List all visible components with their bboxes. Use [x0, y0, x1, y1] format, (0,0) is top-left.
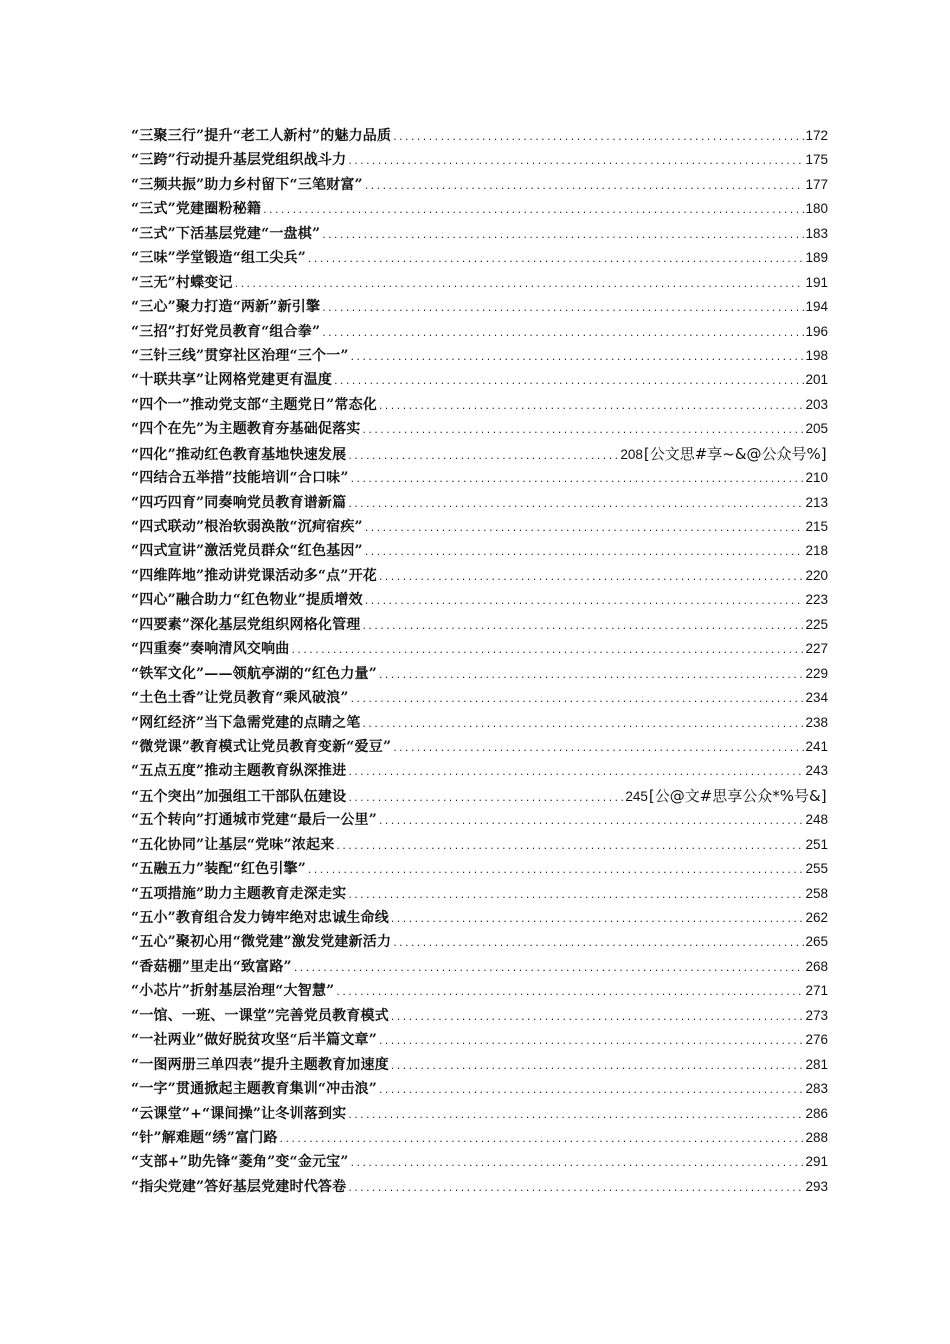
toc-entry-page-number: 281: [805, 1056, 828, 1072]
toc-entry-page-number: 180: [805, 201, 828, 217]
toc-entry-title: “三频共振”助力乡村留下“三笔财富”: [131, 176, 363, 193]
toc-leader-dots: [350, 1152, 805, 1176]
toc-entry[interactable]: [131, 955, 828, 979]
toc-leader-dots: [234, 273, 805, 297]
toc-entry-title: “四结合五举措”技能培训“合口味”: [131, 470, 349, 487]
toc-entry-page-number: 220: [805, 567, 828, 583]
toc-entry-page-number: 177: [805, 176, 828, 192]
toc-entry-title: “一馆、一班、一课堂”完善党员教育模式: [131, 1007, 389, 1024]
toc-entry-page-number: 175: [805, 152, 828, 168]
toc-entry-page-number: 227: [805, 641, 828, 657]
toc-leader-dots: [390, 1055, 805, 1079]
toc-entry[interactable]: [131, 882, 828, 906]
toc-entry[interactable]: [131, 466, 828, 490]
toc-leader-dots: [347, 493, 804, 517]
toc-entry[interactable]: [131, 1102, 828, 1126]
toc-entry-page-number: 271: [805, 983, 828, 999]
toc-entry-title: “五化协同”让基层“党味”浓起来: [131, 836, 335, 853]
toc-entry-title: “三心”聚力打造“两新”新引擎: [131, 299, 321, 316]
toc-entry-page-number: 258: [805, 885, 828, 901]
toc-entry-page-number: 210: [805, 470, 828, 486]
toc-leader-dots: [378, 810, 804, 834]
toc-entry-page-number: 241: [805, 738, 828, 754]
toc-entry-page-number: 172: [805, 128, 828, 143]
toc-leader-dots: [364, 175, 805, 199]
toc-entry-title: “小芯片”折射基层治理“大智慧”: [131, 983, 335, 1000]
toc-entry-title: “四重奏”奏响清风交响曲: [131, 641, 290, 658]
toc-entry-page-number: 215: [805, 519, 828, 534]
toc-entry[interactable]: [131, 1126, 828, 1150]
toc-entry[interactable]: [131, 784, 828, 808]
toc-entry[interactable]: [131, 344, 828, 368]
watermark-text: [公文思#享~&@公众号%]: [643, 444, 827, 463]
toc-leader-dots: [307, 248, 804, 272]
toc-leader-dots: [378, 566, 804, 590]
toc-entry-title: “云课堂”+“课间操”让冬训落到实: [131, 1105, 347, 1122]
toc-entry-title: “四巧四育”同奏响党员教育谱新篇: [131, 494, 347, 511]
toc-entry-page-number: 283: [805, 1081, 828, 1097]
toc-entry-page-number: 183: [805, 225, 828, 241]
toc-entry[interactable]: [131, 979, 828, 1003]
toc-entry[interactable]: [131, 637, 828, 661]
toc-leader-dots: [392, 932, 804, 956]
toc-entry[interactable]: [131, 295, 828, 319]
toc-entry[interactable]: [131, 1175, 828, 1199]
toc-entry-title: “五个突出”加强组工干部队伍建设: [131, 788, 347, 805]
toc-entry-page-number: 238: [805, 714, 828, 730]
toc-entry-title: “五个转向”打通城市党建“最后一公里”: [131, 812, 378, 829]
toc-leader-dots: [347, 884, 804, 908]
toc-leader-dots: [364, 517, 805, 541]
toc-entry-title: “三针三线”贯穿社区治理“三个一”: [131, 347, 349, 364]
toc-entry-title: “三味”学堂锻造“组工尖兵”: [131, 250, 307, 267]
toc-entry-title: “铁军文化”——领航亭湖的“红色力量”: [131, 665, 378, 682]
toc-leader-dots: [364, 590, 805, 614]
toc-entry[interactable]: [131, 197, 828, 221]
toc-entry-title: “四个一”推动党支部“主题党日”常态化: [131, 396, 378, 413]
toc-leader-dots: [390, 1006, 805, 1030]
toc-entry[interactable]: [131, 1004, 828, 1028]
toc-entry-page-number: 255: [805, 861, 828, 877]
toc-entry-title: “土色土香”让党员教育“乘风破浪”: [131, 690, 349, 707]
toc-entry-page-number: 196: [805, 323, 828, 339]
toc-entry-title: “三聚三行”提升“老工人新村”的魅力品质: [131, 128, 392, 144]
toc-entry[interactable]: [131, 857, 828, 881]
toc-leader-dots: [392, 737, 804, 761]
toc-entry-page-number: 201: [805, 372, 828, 388]
toc-entry-page-number: 234: [805, 690, 828, 706]
toc-entry-title: “一图两册三单四表”提升主题教育加速度: [131, 1056, 389, 1073]
toc-entry[interactable]: [131, 735, 828, 759]
toc-leader-dots: [392, 126, 804, 150]
toc-entry-page-number: 223: [805, 592, 828, 608]
toc-leader-dots: [321, 224, 804, 248]
toc-entry-page-number: 291: [805, 1154, 828, 1170]
toc-entry-title: “香菇棚”里走出“致富路”: [131, 958, 292, 975]
toc-leader-dots: [350, 688, 805, 712]
toc-entry-title: “十联共享”让网格党建更有温度: [131, 372, 333, 389]
toc-entry-page-number: 288: [805, 1129, 828, 1145]
toc-entry-page-number: 276: [805, 1032, 828, 1048]
toc-leader-dots: [333, 370, 804, 394]
toc-leader-dots: [321, 297, 804, 321]
toc-entry-title: “四化”推动红色教育基地快速发展: [131, 446, 347, 463]
toc-leader-dots: [279, 1128, 805, 1152]
toc-leader-dots: [364, 541, 805, 565]
toc-entry[interactable]: [131, 515, 828, 539]
toc-entry-title: “五小”教育组合发力铸牢绝对忠诚生命线: [131, 910, 389, 926]
toc-entry-page-number: 293: [805, 1178, 828, 1194]
toc-entry-title: “四心”融合助力“红色物业”提质增效: [131, 592, 363, 609]
toc-entry-page-number: 203: [805, 396, 828, 412]
toc-entry-page-number: 251: [805, 836, 828, 852]
toc-leader-dots: [321, 322, 804, 346]
toc-entry-page-number: 191: [805, 274, 828, 290]
toc-entry-title: “三无”村蝶变记: [131, 274, 233, 291]
toc-entry-title: “四式宣讲”激活党员群众“红色基因”: [131, 543, 363, 560]
toc-entry[interactable]: [131, 833, 828, 857]
toc-entry[interactable]: [131, 124, 828, 148]
toc-entry-title: “微党课”教育模式让党员教育变新“爱豆”: [131, 738, 392, 755]
toc-entry-page-number: 273: [805, 1007, 828, 1023]
toc-entry-title: “针”解难题“绣”富门路: [131, 1129, 278, 1146]
toc-entry-title: “四个在先”为主题教育夯基础促落实: [131, 421, 361, 438]
toc-entry-title: “指尖党建”答好基层党建时代答卷: [131, 1178, 347, 1195]
toc-leader-dots: [362, 419, 805, 443]
toc-entry-page-number: 194: [805, 299, 828, 315]
toc-entry[interactable]: [131, 1150, 828, 1174]
toc-leader-dots: [378, 664, 804, 688]
toc-entry[interactable]: [131, 686, 828, 710]
toc-entry-page-number: 229: [805, 665, 828, 681]
toc-leader-dots: [362, 713, 805, 737]
toc-leader-dots: [347, 787, 624, 811]
toc-entry-page-number: 198: [805, 347, 828, 363]
toc-entry-title: “四式联动”根治软弱涣散“沉疴宿疾”: [131, 519, 363, 535]
toc-leader-dots: [390, 908, 805, 932]
toc-entry-page-number: 218: [805, 543, 828, 559]
toc-leader-dots: [378, 395, 804, 419]
toc-entry-title: “支部+”助先锋“菱角”变“金元宝”: [131, 1154, 349, 1171]
toc-entry[interactable]: [131, 1053, 828, 1077]
toc-entry[interactable]: [131, 271, 828, 295]
toc-leader-dots: [347, 445, 619, 469]
toc-entry[interactable]: [131, 222, 828, 246]
toc-leader-dots: [347, 1177, 804, 1201]
toc-entry[interactable]: [131, 320, 828, 344]
toc-entry[interactable]: [131, 417, 828, 441]
toc-entry-page-number: 213: [805, 494, 828, 510]
toc-entry-page-number: 189: [805, 250, 828, 266]
toc-entry[interactable]: [131, 808, 828, 832]
toc-entry[interactable]: [131, 1077, 828, 1101]
toc-leader-dots: [362, 615, 805, 639]
toc-entry[interactable]: [131, 930, 828, 954]
toc-entry-page-number: 265: [805, 934, 828, 950]
toc-entry-title: “五项措施”助力主题教育走深走实: [131, 885, 347, 902]
toc-entry-title: “三招”打好党员教育“组合拳”: [131, 323, 321, 340]
toc-entry[interactable]: [131, 173, 828, 197]
toc-entry[interactable]: [131, 368, 828, 392]
toc-entry-page-number: 268: [805, 958, 828, 974]
toc-leader-dots: [378, 1030, 804, 1054]
toc-entry-title: “一社两业”做好脱贫攻坚“后半篇文章”: [131, 1032, 378, 1049]
toc-entry[interactable]: [131, 759, 828, 783]
toc-leader-dots: [347, 1104, 804, 1128]
toc-entry[interactable]: [131, 613, 828, 637]
toc-entry-page-number: 225: [805, 616, 828, 632]
toc-entry-page-number: 245: [625, 788, 648, 804]
toc-entry-page-number: 205: [805, 421, 828, 437]
toc-entry-title: “五融五力”装配“红色引擎”: [131, 861, 307, 878]
toc-entry[interactable]: [131, 442, 828, 466]
toc-entry-page-number: 208: [620, 446, 643, 462]
toc-entry[interactable]: [131, 711, 828, 735]
toc-leader-dots: [293, 957, 805, 981]
toc-entry[interactable]: [131, 393, 828, 417]
toc-entry-title: “网红经济”当下急需党建的点睛之笔: [131, 714, 361, 731]
toc-leader-dots: [350, 468, 805, 492]
toc-entry-title: “四维阵地”推动讲党课活动多“点”开花: [131, 567, 378, 584]
toc-leader-dots: [335, 981, 804, 1005]
toc-entry[interactable]: [131, 588, 828, 612]
toc-entry[interactable]: [131, 246, 828, 270]
toc-entry[interactable]: [131, 662, 828, 686]
toc-entry[interactable]: [131, 564, 828, 588]
toc-entry-title: “五心”聚初心用“微党建”激发党建新活力: [131, 934, 392, 951]
toc-leader-dots: [262, 199, 804, 223]
toc-entry-page-number: 243: [805, 763, 828, 779]
toc-entry-page-number: 262: [805, 910, 828, 925]
toc-entry-title: “三跨”行动提升基层党组织战斗力: [131, 152, 347, 169]
toc-leader-dots: [347, 150, 804, 174]
table-of-contents: [131, 124, 828, 1199]
watermark-text: [公@文#思享公众*%号&]: [648, 786, 827, 805]
toc-entry[interactable]: [131, 906, 828, 930]
toc-entry[interactable]: [131, 1028, 828, 1052]
toc-entry-title: “三式”党建圈粉秘籍: [131, 201, 262, 218]
toc-entry[interactable]: [131, 491, 828, 515]
toc-entry-title: “四要素”深化基层党组织网格化管理: [131, 616, 361, 633]
toc-leader-dots: [347, 761, 804, 785]
toc-leader-dots: [335, 835, 804, 859]
toc-entry[interactable]: [131, 148, 828, 172]
toc-leader-dots: [350, 346, 805, 370]
toc-entry-title: “一字”贯通掀起主题教育集训“冲击浪”: [131, 1081, 378, 1098]
toc-entry-page-number: 286: [805, 1105, 828, 1121]
toc-entry[interactable]: [131, 539, 828, 563]
toc-leader-dots: [378, 1079, 804, 1103]
toc-entry-title: “五点五度”推动主题教育纵深推进: [131, 763, 347, 780]
toc-leader-dots: [291, 639, 805, 663]
toc-entry-title: “三式”下活基层党建“一盘棋”: [131, 225, 321, 242]
toc-entry-page-number: 248: [805, 812, 828, 828]
toc-leader-dots: [307, 859, 804, 883]
